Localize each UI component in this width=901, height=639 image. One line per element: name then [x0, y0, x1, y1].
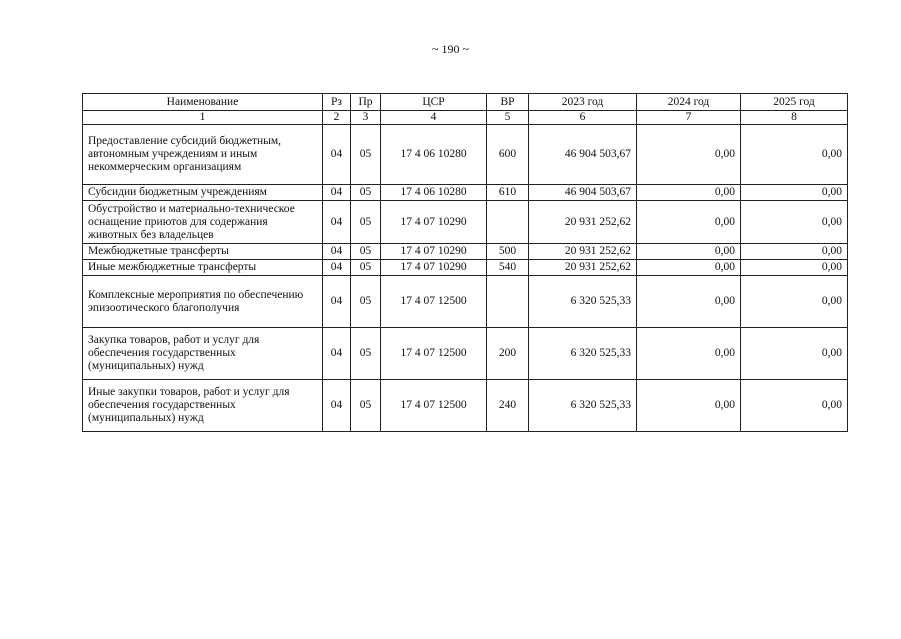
- table-row: [83, 260, 848, 276]
- row-name: Комплексные мероприятия по обеспечению эпизоотического благополучия: [83, 276, 323, 328]
- row-amount-2024: 0,00: [637, 125, 741, 185]
- row-pr: 05: [351, 276, 381, 328]
- header-cell-rz: Рз: [323, 94, 351, 111]
- row-pr: 05: [351, 328, 381, 380]
- row-rz: 04: [323, 276, 351, 328]
- row-rz: 04: [323, 244, 351, 260]
- row-vr: 500: [487, 244, 529, 260]
- row-vr: 240: [487, 380, 529, 432]
- column-number: 4: [381, 111, 487, 125]
- row-amount-2024: 0,00: [637, 260, 741, 276]
- row-pr: 05: [351, 244, 381, 260]
- row-amount-2024: 0,00: [637, 276, 741, 328]
- row-pr: 05: [351, 380, 381, 432]
- row-name: Закупка товаров, работ и услуг для обеспечения государственных (муниципальных) нужд: [83, 328, 323, 380]
- row-name: Иные закупки товаров, работ и услуг для обеспечения государственных (муниципальных) нужд: [83, 380, 323, 432]
- row-csr: 17 4 07 12500: [381, 276, 487, 328]
- row-amount-2024: 0,00: [637, 380, 741, 432]
- table-row: [83, 380, 848, 432]
- header-cell-name: Наименование: [83, 94, 323, 111]
- row-pr: 05: [351, 185, 381, 201]
- row-name: Иные межбюджетные трансферты: [83, 260, 323, 276]
- row-amount-2025: 0,00: [741, 380, 848, 432]
- row-vr: [487, 201, 529, 244]
- row-amount-2023: 20 931 252,62: [529, 244, 637, 260]
- column-number: 6: [529, 111, 637, 125]
- column-number: 3: [351, 111, 381, 125]
- row-name: Межбюджетные трансферты: [83, 244, 323, 260]
- budget-table: [82, 93, 848, 432]
- row-csr: 17 4 07 10290: [381, 244, 487, 260]
- row-rz: 04: [323, 125, 351, 185]
- table-row: [83, 125, 848, 185]
- row-csr: 17 4 07 12500: [381, 380, 487, 432]
- row-amount-2023: 46 904 503,67: [529, 185, 637, 201]
- row-amount-2024: 0,00: [637, 328, 741, 380]
- row-amount-2025: 0,00: [741, 260, 848, 276]
- row-vr: [487, 276, 529, 328]
- row-vr: 540: [487, 260, 529, 276]
- table-row: [83, 185, 848, 201]
- column-number: 1: [83, 111, 323, 125]
- header-cell-csr: ЦСР: [381, 94, 487, 111]
- column-number: 7: [637, 111, 741, 125]
- row-amount-2023: 46 904 503,67: [529, 125, 637, 185]
- row-amount-2025: 0,00: [741, 125, 848, 185]
- header-cell-2025: 2025 год: [741, 94, 848, 111]
- row-amount-2023: 6 320 525,33: [529, 276, 637, 328]
- row-amount-2025: 0,00: [741, 201, 848, 244]
- row-rz: 04: [323, 328, 351, 380]
- row-csr: 17 4 07 10290: [381, 201, 487, 244]
- row-name: Обустройство и материально-техническое оснащение приютов для содержания животных без владельцев: [83, 201, 323, 244]
- row-csr: 17 4 06 10280: [381, 185, 487, 201]
- row-rz: 04: [323, 260, 351, 276]
- row-amount-2023: 6 320 525,33: [529, 380, 637, 432]
- row-amount-2025: 0,00: [741, 185, 848, 201]
- page-number: ~ 190 ~: [432, 42, 469, 56]
- row-amount-2025: 0,00: [741, 328, 848, 380]
- row-vr: 200: [487, 328, 529, 380]
- row-amount-2023: 20 931 252,62: [529, 260, 637, 276]
- row-amount-2025: 0,00: [741, 244, 848, 260]
- column-number: 8: [741, 111, 848, 125]
- header-cell-vr: ВР: [487, 94, 529, 111]
- table-row: [83, 328, 848, 380]
- column-number: 2: [323, 111, 351, 125]
- table-row: [83, 244, 848, 260]
- row-pr: 05: [351, 260, 381, 276]
- row-name: Предоставление субсидий бюджетным, автономным учреждениям и иным некоммерческим организациям: [83, 125, 323, 185]
- row-amount-2024: 0,00: [637, 244, 741, 260]
- row-rz: 04: [323, 201, 351, 244]
- row-rz: 04: [323, 185, 351, 201]
- column-number-row: [83, 111, 848, 125]
- table-row: [83, 201, 848, 244]
- row-amount-2024: 0,00: [637, 201, 741, 244]
- row-amount-2025: 0,00: [741, 276, 848, 328]
- header-cell-2024: 2024 год: [637, 94, 741, 111]
- row-vr: 600: [487, 125, 529, 185]
- row-rz: 04: [323, 380, 351, 432]
- row-amount-2023: 20 931 252,62: [529, 201, 637, 244]
- row-csr: 17 4 06 10280: [381, 125, 487, 185]
- row-csr: 17 4 07 10290: [381, 260, 487, 276]
- row-csr: 17 4 07 12500: [381, 328, 487, 380]
- column-number: 5: [487, 111, 529, 125]
- row-name: Субсидии бюджетным учреждениям: [83, 185, 323, 201]
- row-amount-2024: 0,00: [637, 185, 741, 201]
- header-row: [83, 94, 848, 111]
- row-pr: 05: [351, 125, 381, 185]
- header-cell-2023: 2023 год: [529, 94, 637, 111]
- table-row: [83, 276, 848, 328]
- row-vr: 610: [487, 185, 529, 201]
- row-pr: 05: [351, 201, 381, 244]
- header-cell-pr: Пр: [351, 94, 381, 111]
- row-amount-2023: 6 320 525,33: [529, 328, 637, 380]
